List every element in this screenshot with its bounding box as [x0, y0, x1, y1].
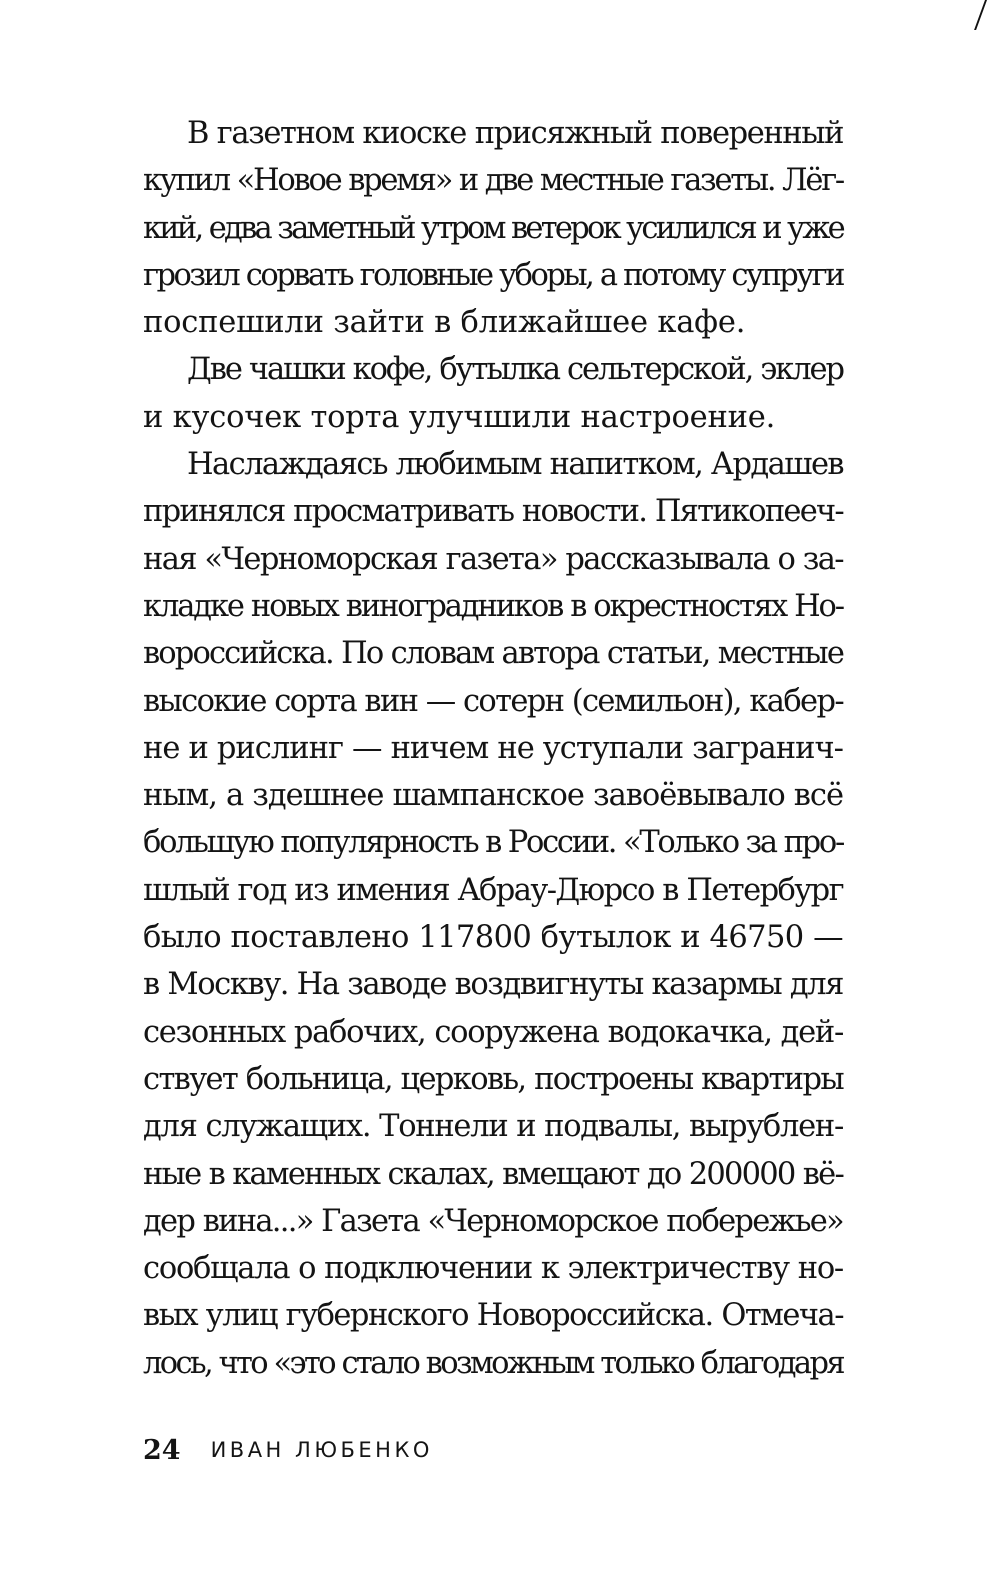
text-line: и кусочек торта улучшили настроение. — [143, 399, 776, 435]
text-line: дер вина...» Газета «Черноморское побережье» — [143, 1203, 843, 1239]
text-line: кладке новых виноградников в окрестностях Но- — [143, 588, 843, 624]
text-line: в Москву. На заводе воздвигнуты казармы для — [143, 967, 843, 1003]
text-line: сезонных рабочих, сооружена водокачка, дей- — [143, 1014, 843, 1050]
paragraph-1 — [143, 110, 843, 346]
text-line: для служащих. Тоннели и подвалы, вырублен- — [143, 1109, 843, 1145]
text-line: было поставлено 117800 бутылок и 46750 — — [143, 920, 843, 956]
running-head-author: ИВАН ЛЮБЕНКО — [210, 1438, 433, 1462]
text-line: шлый год из имения Абрау-Дюрсо в Петербург — [143, 872, 843, 908]
text-line: ные в каменных скалах, вмещают до 200000 вё- — [143, 1156, 843, 1192]
text-line: высокие сорта вин — сотерн (семильон), кабер- — [143, 683, 843, 719]
page-number: 24 — [143, 1434, 181, 1466]
text-line: купил «Новое время» и две местные газеты. Лёг- — [143, 163, 843, 199]
text-line: большую популярность в России. «Только за про- — [143, 825, 843, 861]
text-line: ная «Черноморская газета» рассказывала о за- — [143, 541, 843, 577]
paragraph-2 — [143, 346, 843, 441]
text-line: Наслаждаясь любимым напитком, Ардашев — [187, 447, 843, 483]
text-line: ствует больница, церковь, построены квартиры — [143, 1061, 843, 1097]
text-line: принялся просматривать новости. Пятикопееч- — [143, 494, 843, 530]
text-line: сообщала о подключении к электричеству но- — [143, 1251, 843, 1287]
text-line: грозил сорвать головные уборы, а потому супруги — [143, 257, 843, 293]
body-text — [143, 110, 843, 1387]
text-line: вых улиц губернского Новороссийска. Отмеча- — [143, 1298, 843, 1334]
text-line: Две чашки кофе, бутылка сельтерской, эклер — [187, 352, 843, 388]
text-line: лось, что «это стало возможным только благодаря — [143, 1345, 843, 1381]
text-line: кий, едва заметный утром ветерок усилился и уже — [143, 210, 843, 246]
text-line: В газетном киоске присяжный поверенный — [187, 116, 843, 151]
text-line: ным, а здешнее шампанское завоёвывало всё — [143, 778, 843, 814]
page-corner-mark — [964, 0, 987, 30]
text-line: вороссийска. По словам автора статьи, местные — [143, 636, 843, 672]
paragraph-3 — [143, 441, 843, 1387]
text-line: поспешили зайти в ближайшее кафе. — [143, 305, 746, 341]
page-footer — [143, 1430, 433, 1470]
text-line: не и рислинг — ничем не уступали загранич- — [143, 730, 843, 766]
